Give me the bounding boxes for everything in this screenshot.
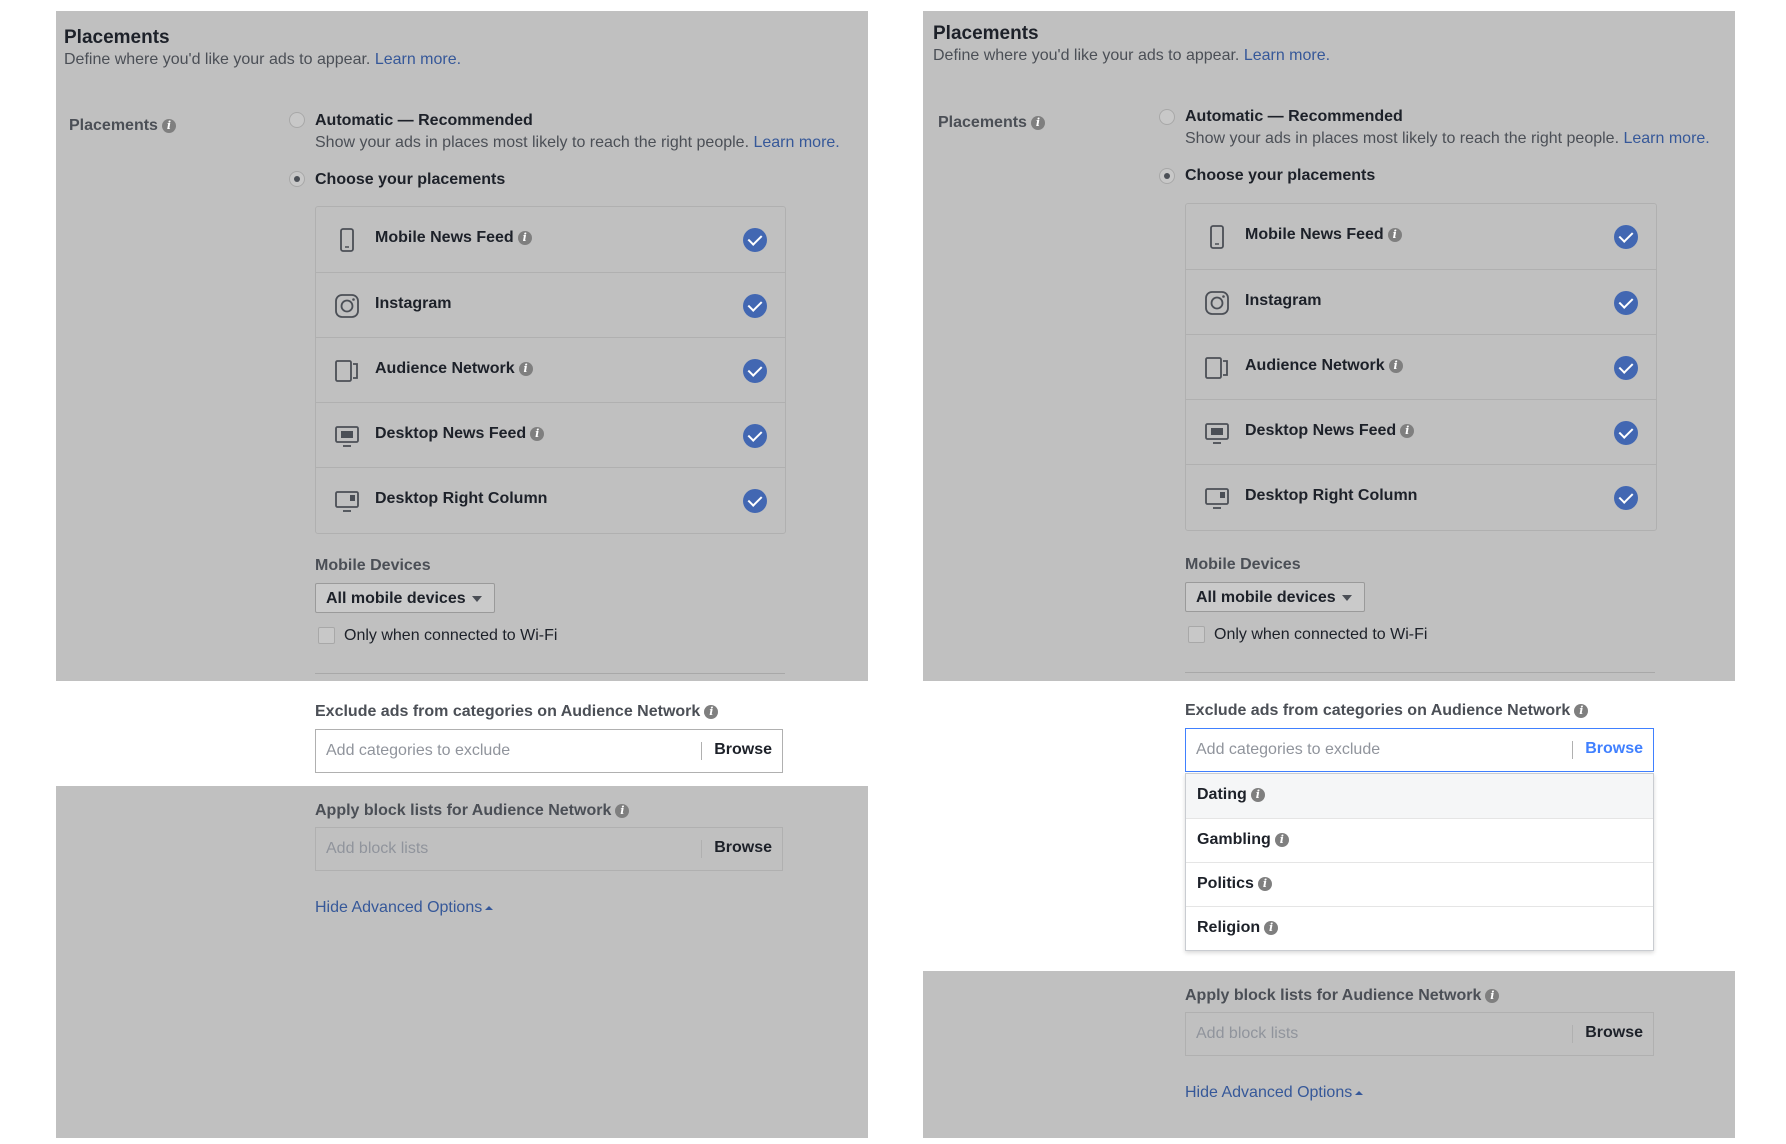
exclude-categories-field — [315, 729, 783, 773]
info-icon[interactable]: i — [615, 804, 629, 818]
divider — [1185, 672, 1655, 673]
info-icon[interactable]: i — [1389, 359, 1403, 373]
automatic-learn-more-link[interactable]: Learn more. — [1623, 130, 1710, 147]
placement-label: Mobile News Feed — [375, 229, 514, 246]
placement-name — [375, 295, 451, 313]
learn-more-link[interactable]: Learn more. — [374, 51, 462, 68]
placement-row-mobile-news-feed[interactable] — [1186, 204, 1656, 269]
section-subtitle — [933, 47, 1330, 65]
checkmark-icon[interactable] — [743, 228, 767, 252]
info-icon[interactable]: i — [518, 231, 532, 245]
placements-label — [938, 114, 1045, 132]
info-icon[interactable]: i — [1251, 788, 1265, 802]
automatic-radio[interactable] — [289, 112, 305, 128]
placement-label: Audience Network — [375, 360, 515, 377]
info-icon[interactable]: i — [519, 362, 533, 376]
block-lists-field — [1185, 1012, 1654, 1056]
wifi-checkbox[interactable] — [1188, 626, 1205, 643]
block-lists-label-text: Apply block lists for Audience Network — [315, 802, 612, 819]
dropdown-item-text: Gambling — [1197, 831, 1271, 848]
placement-name — [1245, 357, 1403, 375]
instagram-icon — [1204, 290, 1230, 316]
exclude-categories-label-text: Exclude ads from categories on Audience Network — [1185, 702, 1571, 719]
browse-button[interactable]: Browse — [714, 741, 772, 758]
placement-row-mobile-news-feed[interactable] — [316, 207, 785, 272]
instagram-icon — [334, 293, 360, 319]
field-separator — [1572, 1025, 1573, 1043]
info-icon[interactable]: i — [162, 119, 176, 133]
exclude-categories-label — [315, 703, 718, 721]
block-lists-field — [315, 827, 783, 871]
dropdown-item-label — [1197, 875, 1272, 893]
checkmark-icon[interactable] — [743, 359, 767, 383]
wifi-label: Only when connected to Wi-Fi — [1214, 626, 1428, 643]
desktop-right-column-icon — [1204, 485, 1230, 511]
wifi-checkbox[interactable] — [318, 627, 335, 644]
field-separator — [1572, 741, 1573, 759]
chevron-up-icon — [485, 906, 493, 910]
checkmark-icon[interactable] — [1614, 225, 1638, 249]
placement-name — [1245, 292, 1321, 310]
checkmark-icon[interactable] — [743, 294, 767, 318]
section-title: Placements — [933, 23, 1039, 44]
section-subtitle — [64, 51, 461, 69]
desktop-right-column-icon — [334, 488, 360, 514]
checkmark-icon[interactable] — [743, 489, 767, 513]
placement-label: Desktop Right Column — [1245, 487, 1418, 504]
placement-name — [1245, 226, 1402, 244]
desktop-monitor-icon — [334, 423, 360, 449]
block-lists-label — [315, 802, 629, 820]
placement-row-desktop-right-column[interactable] — [316, 467, 785, 532]
browse-button[interactable]: Browse — [1585, 1024, 1643, 1041]
hide-advanced-options-link[interactable] — [1185, 1084, 1363, 1102]
choose-placements-label: Choose your placements — [315, 171, 506, 188]
block-lists-input[interactable]: Add block lists — [1196, 1025, 1299, 1042]
automatic-label: Automatic — Recommended — [1185, 108, 1403, 125]
mobile-devices-label: Mobile Devices — [315, 557, 431, 574]
placement-name — [375, 229, 532, 247]
automatic-label: Automatic — Recommended — [315, 112, 533, 129]
divider — [315, 673, 785, 674]
learn-more-link[interactable]: Learn more. — [1243, 47, 1331, 64]
wifi-label: Only when connected to Wi-Fi — [344, 627, 558, 644]
placement-name — [1245, 487, 1417, 505]
block-lists-label-text: Apply block lists for Audience Network — [1185, 987, 1482, 1004]
info-icon[interactable]: i — [530, 427, 544, 441]
exclude-categories-label — [1185, 702, 1588, 720]
exclude-categories-input[interactable]: Add categories to exclude — [1196, 741, 1381, 758]
mobile-phone-icon — [1204, 224, 1230, 250]
mobile-phone-icon — [334, 227, 360, 253]
choose-placements-label: Choose your placements — [1185, 167, 1376, 184]
mobile-devices-label: Mobile Devices — [1185, 556, 1301, 573]
dropdown-item-text: Dating — [1197, 786, 1247, 803]
placement-name — [375, 490, 547, 508]
placements-label-text: Placements — [69, 117, 158, 134]
placement-row-instagram[interactable] — [316, 272, 785, 337]
section-subtitle-text: Define where you'd like your ads to appear. — [64, 51, 371, 68]
dropdown-item-label — [1197, 786, 1265, 804]
browse-button[interactable]: Browse — [1585, 740, 1643, 757]
info-icon[interactable]: i — [1388, 228, 1402, 242]
placement-label: Mobile News Feed — [1245, 226, 1384, 243]
checkmark-icon[interactable] — [1614, 486, 1638, 510]
placement-name — [375, 425, 544, 443]
checkmark-icon[interactable] — [743, 424, 767, 448]
automatic-description — [315, 134, 840, 152]
placement-row-desktop-right-column[interactable] — [1186, 464, 1656, 529]
choose-placements-radio[interactable] — [1159, 168, 1175, 184]
dropdown-item-label — [1197, 831, 1289, 849]
placement-label: Instagram — [375, 295, 452, 312]
chevron-down-icon — [472, 596, 482, 602]
automatic-description-text: Show your ads in places most likely to reach the right people. — [315, 134, 750, 151]
dropdown-item-label — [1197, 919, 1278, 937]
placement-label: Desktop News Feed — [375, 425, 527, 442]
dropdown-item-dating[interactable] — [1186, 774, 1653, 818]
info-icon[interactable]: i — [1258, 877, 1272, 891]
audience-network-icon — [1204, 355, 1230, 381]
automatic-learn-more-link[interactable]: Learn more. — [753, 134, 840, 151]
hide-advanced-options-text: Hide Advanced Options — [1185, 1084, 1353, 1101]
placements-label — [69, 117, 176, 135]
mobile-devices-dropdown[interactable] — [1185, 582, 1365, 612]
checkmark-icon[interactable] — [1614, 356, 1638, 380]
placement-label: Audience Network — [1245, 357, 1385, 374]
placement-list — [1185, 203, 1657, 531]
exclude-categories-label-text: Exclude ads from categories on Audience Network — [315, 703, 701, 720]
dropdown-item-text: Politics — [1197, 875, 1254, 892]
dropdown-item-text: Religion — [1197, 919, 1261, 936]
section-title: Placements — [64, 27, 170, 48]
placement-row-desktop-news-feed[interactable] — [1186, 399, 1656, 464]
info-icon[interactable]: i — [1574, 704, 1588, 718]
info-icon[interactable]: i — [704, 705, 718, 719]
placement-name — [375, 360, 533, 378]
placement-label: Desktop News Feed — [1245, 422, 1397, 439]
section-subtitle-text: Define where you'd like your ads to appear. — [933, 47, 1240, 64]
placement-label: Instagram — [1245, 292, 1322, 309]
dropdown-item-gambling[interactable] — [1186, 818, 1653, 862]
placement-row-instagram[interactable] — [1186, 269, 1656, 334]
info-icon[interactable]: i — [1031, 116, 1045, 130]
checkmark-icon[interactable] — [1614, 421, 1638, 445]
field-separator — [701, 840, 702, 858]
choose-placements-radio[interactable] — [289, 171, 305, 187]
info-icon[interactable]: i — [1485, 989, 1499, 1003]
placement-list — [315, 206, 786, 534]
mobile-devices-dropdown[interactable] — [315, 583, 495, 613]
info-icon[interactable]: i — [1275, 833, 1289, 847]
placement-name — [1245, 422, 1414, 440]
placement-row-audience-network[interactable] — [1186, 334, 1656, 399]
automatic-description-text: Show your ads in places most likely to reach the right people. — [1185, 130, 1620, 147]
automatic-radio[interactable] — [1159, 109, 1175, 125]
field-separator — [701, 742, 702, 760]
info-icon[interactable]: i — [1264, 921, 1278, 935]
block-lists-input[interactable]: Add block lists — [326, 840, 429, 857]
placement-label: Desktop Right Column — [375, 490, 548, 507]
mobile-devices-dropdown-value: All mobile devices — [326, 590, 466, 607]
chevron-up-icon — [1355, 1091, 1363, 1095]
placement-row-audience-network[interactable] — [316, 337, 785, 402]
exclude-categories-dropdown — [1185, 773, 1654, 951]
mobile-devices-dropdown-value: All mobile devices — [1196, 589, 1336, 606]
hide-advanced-options-link[interactable] — [315, 899, 493, 917]
dropdown-item-politics[interactable] — [1186, 862, 1653, 906]
browse-button[interactable]: Browse — [714, 839, 772, 856]
info-icon[interactable]: i — [1400, 424, 1414, 438]
automatic-description — [1185, 130, 1710, 148]
desktop-monitor-icon — [1204, 420, 1230, 446]
audience-network-icon — [334, 358, 360, 384]
dropdown-item-religion[interactable] — [1186, 906, 1653, 950]
hide-advanced-options-text: Hide Advanced Options — [315, 899, 483, 916]
placement-row-desktop-news-feed[interactable] — [316, 402, 785, 467]
checkmark-icon[interactable] — [1614, 291, 1638, 315]
exclude-categories-input[interactable]: Add categories to exclude — [326, 742, 511, 759]
chevron-down-icon — [1342, 595, 1352, 601]
placements-label-text: Placements — [938, 114, 1027, 131]
block-lists-label — [1185, 987, 1499, 1005]
exclude-categories-field — [1185, 728, 1654, 772]
